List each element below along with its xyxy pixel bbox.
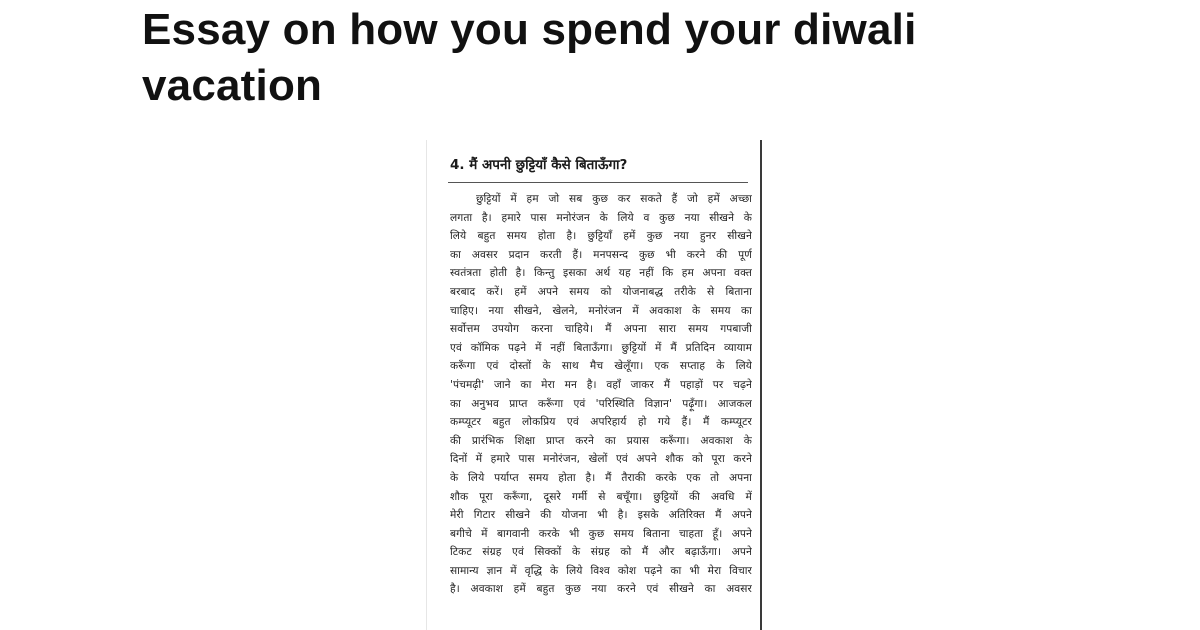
essay-line: बरबाद करें। हमें अपने समय को योजनाबद्ध तरीके से बिताना (450, 285, 752, 298)
essay-line: की प्रारंभिक शिक्षा प्राप्त करने का प्रयास करूँगा। अवकाश के (450, 434, 752, 447)
essay-line: एवं कॉमिक पढ़ने में नहीं बिताऊँगा। छुट्टियों में मैं प्रतिदिन व्यायाम (450, 341, 752, 354)
essay-body (450, 190, 752, 599)
essay-line: 'पंचमढ़ी' जाने का मेरा मन है। वहाँ जाकर मैं पहाड़ों पर चढ़ने (450, 378, 752, 391)
essay-line: बगीचे में बागवानी करके भी कुछ समय बिताना चाहता हूँ। अपने (450, 527, 752, 540)
scan-left-edge (426, 140, 427, 630)
heading-underline (448, 182, 748, 183)
essay-line: लगता है। हमारे पास मनोरंजन के लिये व कुछ नया सीखने के (450, 211, 752, 224)
scan-border-line (760, 140, 762, 630)
essay-heading: 4. मैं अपनी छुट्टियाँ कैसे बिताऊँगा? (450, 157, 628, 173)
essay-line: सामान्य ज्ञान में वृद्धि के लिये विश्व कोश पढ़ने का भी मेरा विचार (450, 564, 752, 577)
essay-line: का अनुभव प्राप्त करूँगा एवं 'परिस्थिति विज्ञान' पढ़ूँगा। आजकल (450, 397, 752, 410)
essay-line: शौक पूरा करूँगा, दूसरे गर्मी से बचूँगा। छुट्टियों की अवधि में (450, 490, 752, 503)
essay-line: के लिये पर्याप्त समय होता है। मैं तैराकी करके एक तो अपना (450, 471, 752, 484)
essay-line: सर्वोत्तम उपयोग करना चाहिये। मैं अपना सारा समय गपबाजी (450, 323, 752, 336)
essay-line: चाहिए। नया सीखने, खेलने, मनोरंजन में अवकाश के समय का (450, 304, 752, 317)
essay-line: लिये बहुत समय होता है। छुट्टियाँ हमें कुछ नया हुनर सीखने (450, 230, 752, 243)
essay-line: है। अवकाश हमें बहुत कुछ नया करने एवं सीखने का अवसर (450, 583, 752, 596)
essay-line: छुट्टियों में हम जो सब कुछ कर सकते हैं जो हमें अच्छा (476, 193, 752, 205)
page-title: Essay on how you spend your diwali vacation (142, 5, 917, 110)
essay-line: टिकट संग्रह एवं सिक्कों के संग्रह को मैं और बढ़ाऊँगा। अपने (450, 546, 752, 559)
essay-line: करूँगा एवं दोस्तों के साथ मैच खेलूँगा। एक सप्ताह के लिये (450, 360, 752, 373)
scanned-essay-image (426, 140, 762, 630)
essay-line: मेरी गिटार सीखने की योजना भी है। इसके अतिरिक्त मैं अपने (450, 509, 752, 522)
essay-line: कम्प्यूटर बहुत लोकप्रिय एवं अपरिहार्य हो गये हैं। मैं कम्प्यूटर (450, 416, 752, 429)
essay-line: स्वतंत्रता होती है। किन्तु इसका अर्थ यह नहीं कि हम अपना वक्त (450, 267, 752, 280)
essay-line: दिनों में हमारे पास मनोरंजन, खेलों एवं अपने शौक को पूरा करने (450, 453, 752, 466)
essay-line: का अवसर प्रदान करती हैं। मनपसन्द कुछ भी करने की पूर्ण (450, 248, 752, 261)
